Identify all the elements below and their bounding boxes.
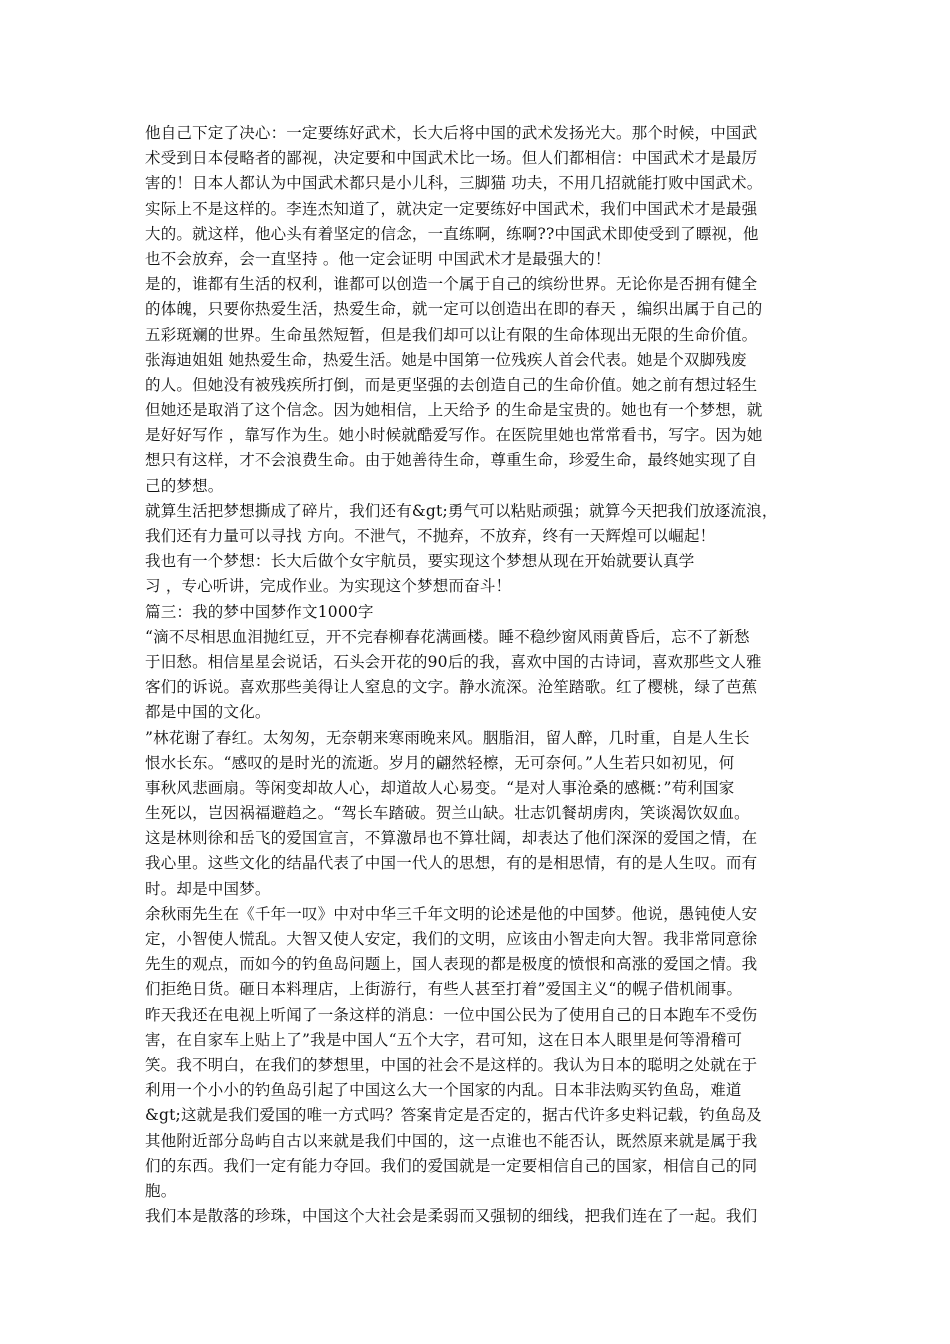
text-line: 胞。 [145, 1181, 177, 1200]
text-line: 们的东西。我们一定有能力夺回。我们的爱国就是一定要相信自己的国家，相信自己的同 [145, 1156, 758, 1175]
text-line: 就算生活把梦想撕成了碎片，我们还有&gt;勇气可以粘贴顽强；就算今天把我们放逐流浪， [145, 501, 778, 520]
text-line: 想只有这样，才不会浪费生命。由于她善待生命，尊重生命，珍爱生命，最终她实现了自 [145, 451, 758, 470]
text-line: 也不会放弃，会一直坚持 。他一定会证明 中国武术才是最强大的！ [145, 249, 611, 268]
text-line: 是好好写作 ，靠写作为生。她小时候就酷爱写作。在医院里她也常常看书，写字。因为她 [145, 426, 763, 445]
text-line: 我也有一个梦想：长大后做个女宇航员，要实现这个梦想从现在开始就要认真学 [145, 552, 695, 571]
text-line: 笑。我不明白，在我们的梦想里，中国的社会不是这样的。我认为日本的聪明之处就在于 [145, 1055, 758, 1074]
text-line: 我们还有力量可以寻找 方向。不泄气，不抛弃，不放弃，终有一天辉煌可以崛起！ [145, 527, 716, 545]
text-line: 实际上不是这样的。李连杰知道了，就决定一定要练好中国武术，我们中国武术才是最强 [145, 199, 758, 218]
text-line: 他自己下定了决心：一定要练好武术，长大后将中国的武术发扬光大。那个时候，中国武 [145, 124, 758, 142]
text-line: ”林花谢了春红。太匆匆，无奈朝来寒雨晚来风。胭脂泪，留人醉，几时重，自是人生长 [145, 728, 750, 747]
text-line: 这是林则徐和岳飞的爱国宣言，不算激昂也不算壮阔，却表达了他们深深的爱国之情，在 [145, 829, 758, 848]
text-line: 五彩斑斓的世界。生命虽然短暂，但是我们却可以让有限的生命体现出无限的生命价值。 [145, 325, 758, 344]
text-line: 害的！日本人都认为中国武术都只是小儿科，三脚猫 功夫，不用几招就能打败中国武术。 [145, 174, 763, 193]
text-line: 我心里。这些文化的结晶代表了中国一代人的思想，有的是相思情，有的是人生叹。而有 [145, 854, 758, 873]
text-line: 定，小智使人慌乱。大智又使人安定，我们的文明，应该由小智走向大智。我非常同意徐 [145, 930, 758, 948]
text-line: 余秋雨先生在《千年一叹》中对中华三千年文明的论述是他的中国梦。他说，愚钝使人安 [145, 904, 758, 923]
text-line: 的人。但她没有被残疾所打倒，而是更坚强的去创造自己的生命价值。她之前有想过轻生 [145, 375, 758, 394]
text-line: 先生的观点，而如今的钓鱼岛问题上，国人表现的都是极度的愤恨和高涨的爱国之情。我 [145, 955, 758, 974]
text-line: 利用一个小小的钓鱼岛引起了中国这么大一个国家的内乱。日本非法购买钓鱼岛，难道 [145, 1081, 742, 1100]
text-line: 其他附近部分岛屿自古以来就是我们中国的，这一点谁也不能否认，既然原来就是属于我 [145, 1131, 758, 1150]
text-line: 时。却是中国梦。 [145, 879, 271, 898]
text-line: 大的。就这样，他心头有着坚定的信念，一直练啊，练啊??中国武术即使受到了瞟视，他 [145, 224, 759, 243]
text-line: 昨天我还在电视上听闻了一条这样的消息：一位中国公民为了使用自己的日本跑车不受伤 [145, 1005, 758, 1024]
text-line: 于旧愁。相信星星会说话，石头会开花的90后的我，喜欢中国的古诗词，喜欢那些文人雅 [145, 652, 762, 671]
text-line: 恨水长东。“感叹的是时光的流逝。岁月的翩然轻檫，无可奈何。”人生若只如初见，何 [145, 753, 735, 772]
text-line: 的体魄，只要你热爱生活，热爱生命，就一定可以创造出在即的春天 ，编织出属于自己的 [145, 300, 763, 319]
text-line: 客们的诉说。喜欢那些美得让人窒息的文字。静水流深。沧笙踏歌。红了樱桃，绿了芭蕉 [145, 678, 758, 697]
text-line: 害，在自家车上贴上了”我是中国人“五个大字，君可知，这在日本人眼里是何等滑稽可 [145, 1030, 743, 1049]
text-line: 都是中国的文化。 [145, 703, 271, 722]
text-line: 是的，谁都有生活的权利，谁都可以创造一个属于自己的缤纷世界。无论你是否拥有健全 [145, 275, 758, 294]
text-line: 们拒绝日货。砸日本料理店，上街游行，有些人甚至打着”爱国主义“的幌子借机闹事。 [145, 980, 743, 999]
text-line: 事秋风悲画扇。等闲变却故人心，却道故人心易变。“是对人事沧桑的感概：”苟利国家 [145, 778, 735, 797]
text-line: 篇三：我的梦中国梦作文1000字 [145, 602, 374, 621]
text-line: &gt;这就是我们爱国的唯一方式吗？答案肯定是否定的，据古代许多史料记载，钓鱼岛及 [145, 1106, 762, 1125]
text-line: 生死以，岂因祸福避趋之。“驾长车踏破。贺兰山缺。壮志饥餐胡虏肉，笑谈渴饮奴血。 [145, 804, 750, 823]
text-line: 张海迪姐姐 她热爱生命，热爱生活。她是中国第一位残疾人首会代表。她是个双脚残废 [145, 350, 747, 369]
text-line: 己的梦想。 [145, 476, 224, 495]
text-line: 习 ，专心听讲，完成作业。为实现这个梦想而奋斗！ [145, 577, 512, 596]
text-line: 我们本是散落的珍珠，中国这个大社会是柔弱而又强韧的细线，把我们连在了一起。我们 [145, 1207, 758, 1226]
document-body [145, 121, 815, 1229]
text-line: “滴不尽相思血泪抛红豆，开不完春柳春花满画楼。睡不稳纱窗风雨黄昏后，忘不了新愁 [145, 627, 750, 646]
text-line: 术受到日本侵略者的鄙视，决定要和中国武术比一场。但人们都相信：中国武术才是最厉 [145, 149, 758, 168]
text-line: 但她还是取消了这个信念。因为她相信，上天给予 的生命是宝贵的。她也有一个梦想，就 [145, 401, 763, 420]
